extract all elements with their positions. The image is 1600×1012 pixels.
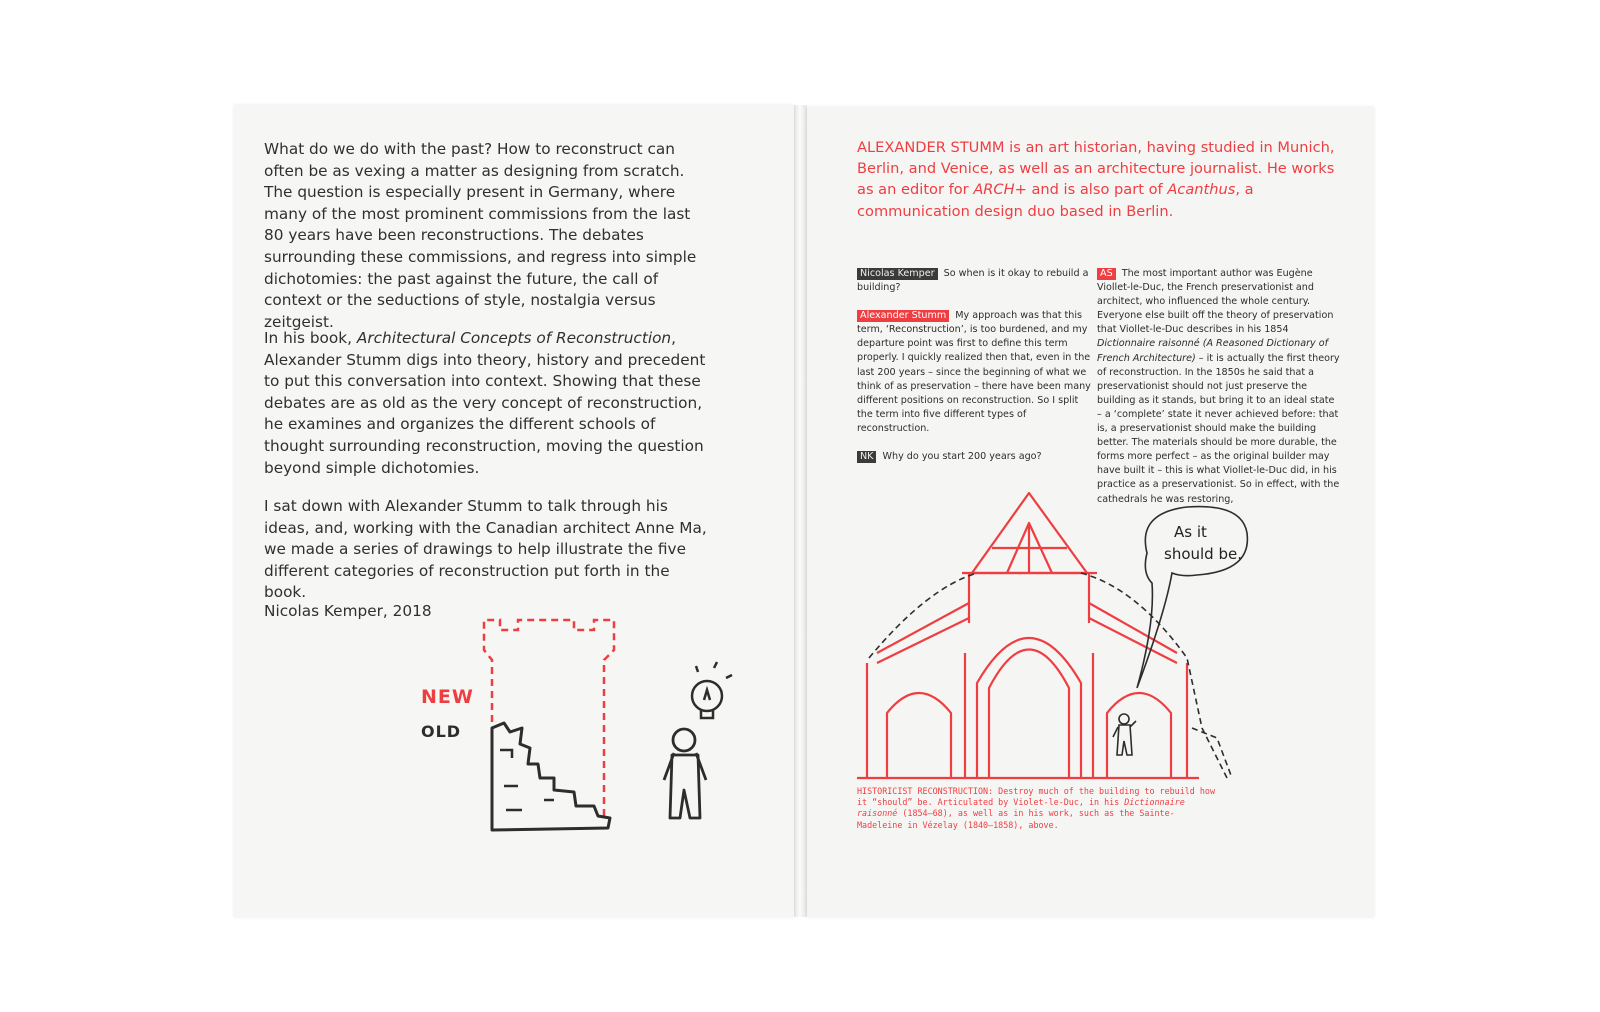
intro-paragraph-1: What do we do with the past? How to reconstruct can often be as vexing a matter as designing from scratch. The question is especially present in Germany, where many of the most prominent commissions from the last 80 years have been reconstructions. The debates surrounding these commissions, and regress into simple dichotomies: the past against the future, the call of context or the seductions of style, nostalgia versus zeitgeist. — [264, 140, 697, 331]
speaker-tag-as-short: AS — [1097, 268, 1116, 280]
ruin-brick-marks — [500, 750, 554, 810]
old-label: OLD — [421, 722, 462, 741]
new-tower-outline — [484, 620, 614, 820]
answer-1 — [857, 309, 1092, 436]
interview-column-left — [857, 267, 1092, 478]
bio-acanthus-title: Acanthus — [1167, 181, 1236, 199]
church-section-drawing — [847, 493, 1277, 778]
answer-2-text-2: – it is actually the first theory of reconstruction. In the 1850s he said that a preservationist should not just preserve the building as it stands, but bring it to an ideal state – a ‘complete’ state it never achieved before: that is, a preservationist should make the building better. The materials should be more durable, the forms more perfect – as the original builder may have built it – this is what Viollet-le-Duc did, in his practice as a preservationist. So in effect, with the cathedrals he was restoring, — [1097, 352, 1340, 505]
bio-text-1: ALEXANDER STUMM is an art historian, having studied in Munich, Berlin, and Venice, as well as an architecture journalist. He works as an editor for — [857, 139, 1335, 199]
right-page — [807, 107, 1374, 917]
speaker-tag-nk: Nicolas Kemper — [857, 268, 938, 280]
spine-gutter — [794, 105, 807, 917]
p2-lead: In his book, — [264, 329, 357, 347]
caption-text-1: HISTORICIST RECONSTRUCTION: Destroy much of the building to rebuild how it “should” be. Articulated by Violet-le-Duc, in his — [857, 786, 1215, 808]
author-bio — [857, 137, 1352, 222]
caption-text-2: (1854–68), as well as in his work, such as the Sainte-Madeleine in Vézelay (1840–1858), above. — [857, 808, 1175, 830]
left-page — [234, 105, 794, 917]
intro-paragraph-3: I sat down with Alexander Stumm to talk through his ideas, and, working with the Canadian architect Anne Ma, we made a series of drawings to help illustrate the five different categories of reconstruction put forth in the book. — [264, 497, 707, 602]
speech-line-2: should be. — [1164, 545, 1242, 563]
caption-book-title: Dictionnaire raisonné — [857, 797, 1185, 819]
new-label: NEW — [421, 686, 474, 708]
speech-bubble — [1137, 507, 1247, 688]
signature: Nicolas Kemper, 2018 — [264, 602, 432, 620]
dictionnaire-title: Dictionnaire raisonné (A Reasoned Dictionary of French Architecture) — [1097, 338, 1328, 364]
person-figure-icon — [1113, 714, 1136, 755]
intro-paragraph-2 — [264, 328, 714, 479]
question-2 — [857, 450, 1092, 464]
bio-arch-title: ARCH+ — [973, 181, 1027, 199]
ideal-outline-dashed — [869, 573, 1232, 778]
lightbulb-icon — [692, 662, 732, 718]
answer-2-text-1: The most important author was Eugène Viollet-le-Duc, the French preservationist and architect, who influenced the whole century. Everyone else built off the theory of preservation that Viollet-le-Duc describes in his 1854 — [1097, 268, 1334, 336]
interview-column-right — [1097, 267, 1342, 521]
book-title: Architectural Concepts of Reconstruction — [356, 329, 672, 347]
question-2-text: Why do you start 200 years ago? — [879, 451, 1042, 463]
old-ruin-outline — [492, 723, 610, 830]
question-1-text: So when is it okay to rebuild a building? — [857, 268, 1089, 294]
tower-ruin-drawing — [404, 610, 754, 840]
speaker-tag-nk-short: NK — [857, 451, 876, 463]
bio-text-3: , a communication design duo based in Berlin. — [857, 181, 1254, 220]
question-1 — [857, 267, 1092, 295]
answer-1-text: My approach was that this term, ‘Reconstruction’, is too burdened, and my departure point was first to define this term properly. I quickly realized then that, even in the last 200 years – since the beginning of what we think of as preservation – there have been many different positions on reconstruction. So I split the term into five different types of reconstruction. — [857, 310, 1091, 434]
church-structure — [857, 493, 1199, 778]
speaker-tag-as: Alexander Stumm — [857, 310, 949, 322]
answer-2 — [1097, 267, 1342, 507]
speech-line-1: As it — [1174, 523, 1207, 541]
p2-rest: , Alexander Stumm digs into theory, history and precedent to put this conversation into context. Showing that these debates are as old as the very concept of reconstruction, he examines and organizes the different schools of thought surrounding reconstruction, moving the question beyond simple dichotomies. — [264, 329, 706, 477]
bio-text-2: and is also part of — [1026, 181, 1168, 199]
person-figure-icon — [664, 729, 706, 818]
drawing-caption — [857, 786, 1217, 831]
